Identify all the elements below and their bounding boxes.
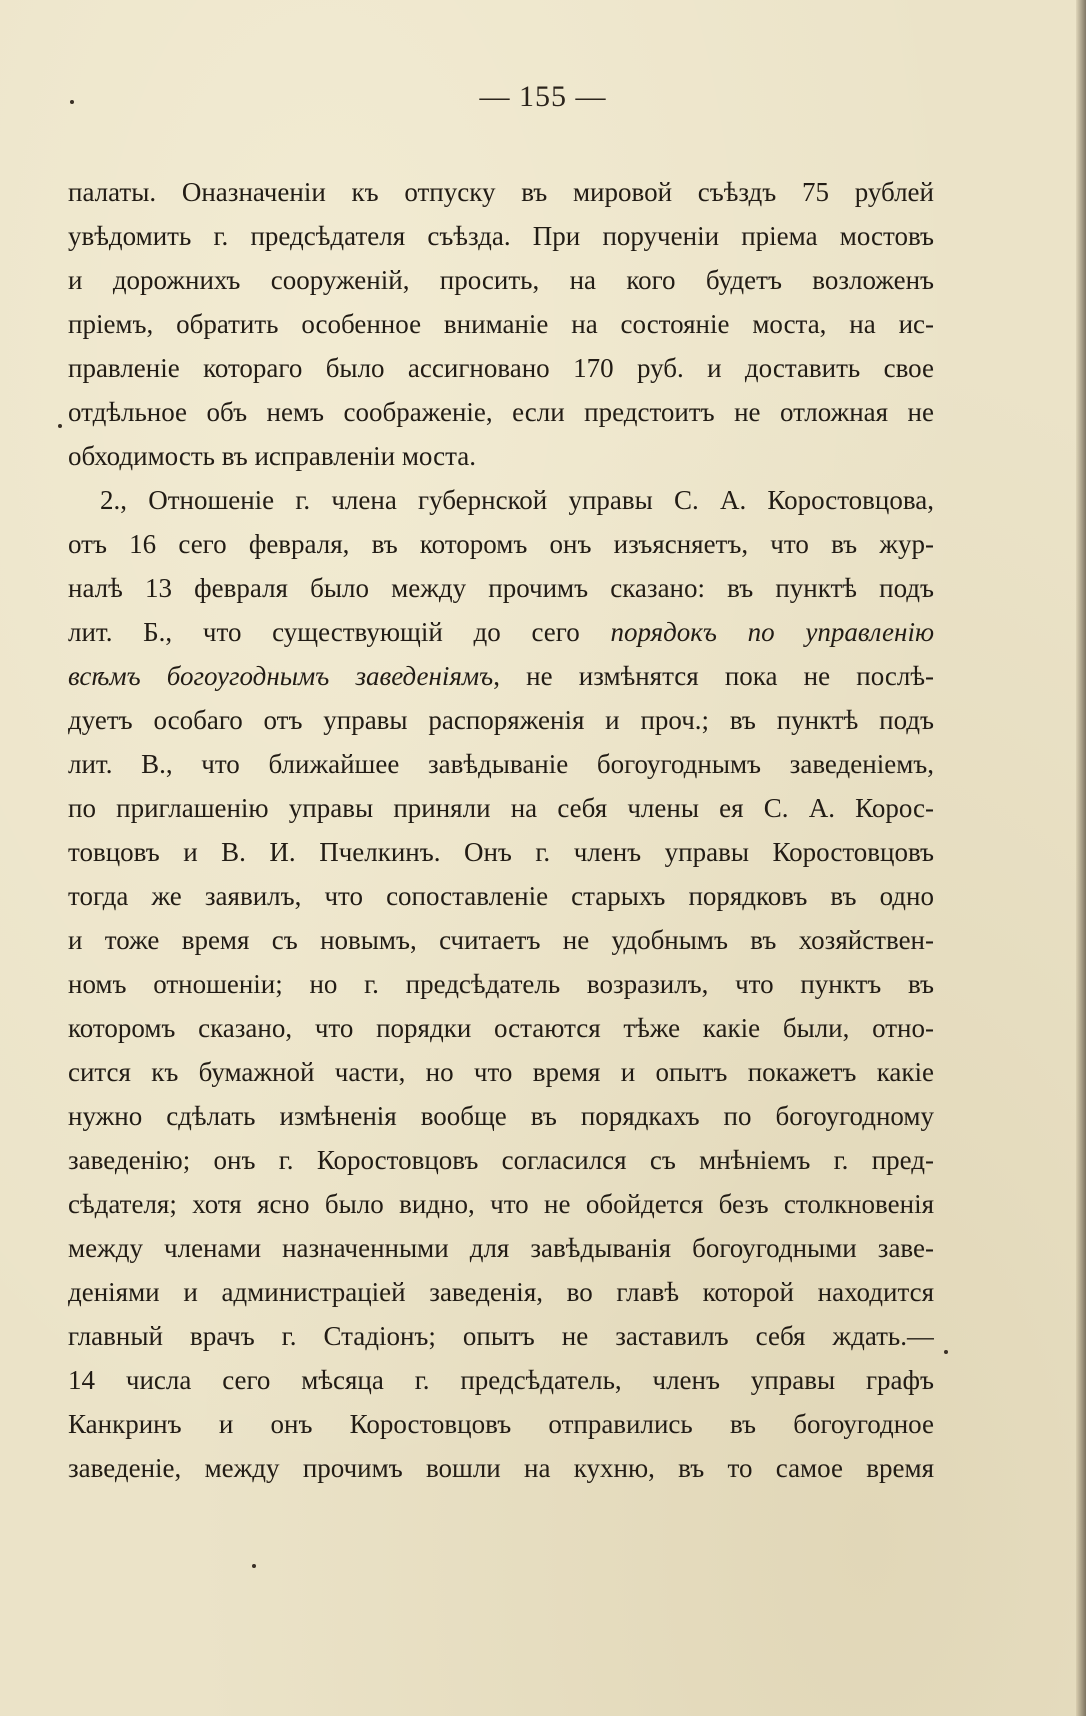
text-line-mixed — [68, 654, 934, 698]
text-line-mixed — [68, 610, 934, 654]
text-line: и тоже время съ новымъ, считаетъ не удобнымъ въ хозяйствен- — [68, 925, 934, 955]
text-line: пріемъ, обратить особенное вниманіе на состояніе моста, на ис- — [68, 309, 934, 339]
text-line: 14 числа сего мѣсяца г. предсѣдатель, членъ управы графъ — [68, 1365, 934, 1395]
page-edge-shadow — [1076, 0, 1086, 1716]
text-span: , не измѣнятся пока не послѣ- — [493, 661, 934, 691]
text-line: сѣдателя; хотя ясно было видно, что не обойдется безъ столкновенія — [68, 1189, 934, 1219]
italic-phrase: всѣмъ богоугоднымъ заведеніямъ — [68, 661, 494, 691]
text-line: палаты. Оназначеніи къ отпуску въ мировой съѣздъ 75 рублей — [68, 177, 934, 207]
paragraph-start-line: 2., Отношеніе г. члена губернской управы С. А. Коростовцова, — [100, 485, 934, 515]
text-line: отъ 16 сего февраля, въ которомъ онъ изъясняетъ, что въ жур- — [68, 529, 934, 559]
text-line: деніями и администраціей заведенія, во главѣ которой находится — [68, 1277, 934, 1307]
text-line: увѣдомить г. предсѣдателя съѣзда. При порученіи пріема мостовъ — [68, 221, 934, 251]
text-line: между членами назначенными для завѣдыванія богоугодными заве- — [68, 1233, 934, 1263]
text-line: Канкринъ и онъ Коростовцовъ отправились въ богоугодное — [68, 1409, 934, 1439]
ink-speck — [70, 100, 74, 104]
text-line: сится къ бумажной части, но что время и опытъ покажетъ какіе — [68, 1057, 934, 1087]
text-span: лит. Б., что существующій до сего — [68, 617, 611, 647]
text-line: нужно сдѣлать измѣненія вообще въ порядкахъ по богоугодному — [68, 1101, 934, 1131]
ink-speck — [252, 1564, 256, 1568]
text-line: заведенію; онъ г. Коростовцовъ согласился съ мнѣніемъ г. пред- — [68, 1145, 934, 1175]
text-line: дуетъ особаго отъ управы распоряженія и проч.; въ пунктѣ подъ — [68, 705, 934, 735]
page-number: — 155 — — [479, 80, 607, 113]
text-line: по приглашенію управы приняли на себя члены ея С. А. Корос- — [68, 793, 934, 823]
body-text — [68, 170, 934, 1490]
italic-phrase: порядокъ по управленію — [610, 617, 934, 647]
ink-speck — [58, 424, 62, 428]
text-line: номъ отношеніи; но г. предсѣдатель возразилъ, что пунктъ въ — [68, 969, 934, 999]
text-line: которомъ сказано, что порядки остаются тѣже какіе были, отно- — [68, 1013, 934, 1043]
ink-speck — [944, 1350, 948, 1354]
text-line: главный врачъ г. Стадіонъ; опытъ не заставилъ себя ждать.— — [68, 1321, 934, 1351]
text-line: и дорожнихъ сооруженій, просить, на кого будетъ возложенъ — [68, 265, 934, 295]
text-line: обходимость въ исправленіи моста. — [68, 441, 476, 471]
text-line: налѣ 13 февраля было между прочимъ сказано: въ пунктѣ подъ — [68, 573, 934, 603]
text-line: тогда же заявилъ, что сопоставленіе старыхъ порядковъ въ одно — [68, 881, 934, 911]
text-line: товцовъ и В. И. Пчелкинъ. Онъ г. членъ управы Коростовцовъ — [68, 837, 934, 867]
text-line: отдѣльное объ немъ соображеніе, если предстоитъ не отложная не — [68, 397, 934, 427]
text-line: заведеніе, между прочимъ вошли на кухню, въ то самое время — [68, 1453, 934, 1483]
text-line: лит. В., что ближайшее завѣдываніе богоугоднымъ заведеніемъ, — [68, 749, 934, 779]
text-line: правленіе котораго было ассигновано 170 руб. и доставить свое — [68, 353, 934, 383]
